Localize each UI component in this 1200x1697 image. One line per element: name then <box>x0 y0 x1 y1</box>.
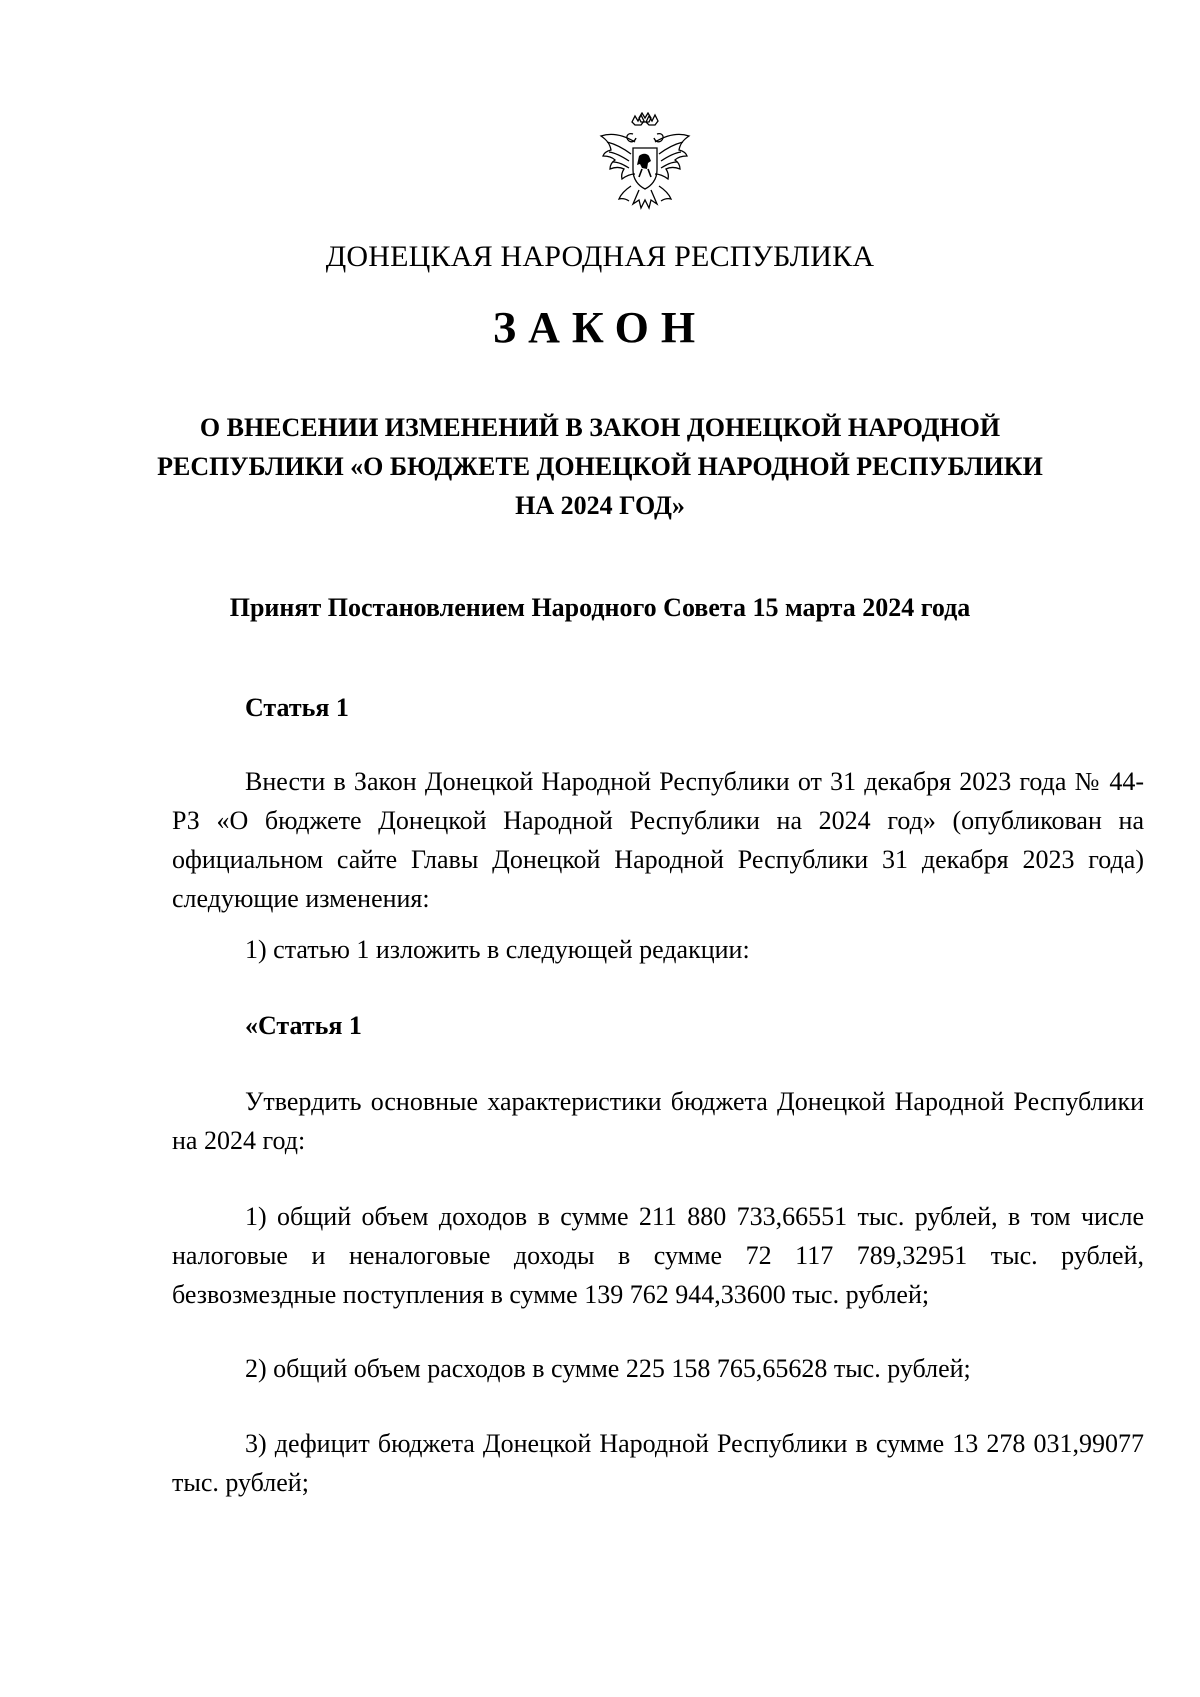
law-title: О ВНЕСЕНИИ ИЗМЕНЕНИЙ В ЗАКОН ДОНЕЦКОЙ НАРОДНОЙ РЕСПУБЛИКИ «О БЮДЖЕТЕ ДОНЕЦКОЙ НАРОДНОЙ РЕСПУБЛИКИ НА 2024 ГОД» <box>157 413 1043 520</box>
amendment-item: 1) статью 1 изложить в следующей редакции: <box>245 935 750 964</box>
new-article-heading: «Статья 1 <box>245 1011 362 1040</box>
article-heading: Статья 1 <box>245 693 349 722</box>
expenses-item: 2) общий объем расходов в сумме 225 158 765,65628 тыс. рублей; <box>245 1354 971 1383</box>
adoption-note: Принят Постановлением Народного Совета 15 марта 2024 года <box>229 593 971 622</box>
revenue-item: 1) общий объем доходов в сумме 211 880 733,66551 тыс. рублей, в том числе налоговые и неналоговые доходы в сумме 72 117 789,32951 тыс. рублей, безвозмездные поступления в сумме 139 762 944,33600 тыс. рублей; <box>172 1202 1144 1309</box>
deficit-item: 3) дефицит бюджета Донецкой Народной Республики в сумме 13 278 031,99077 тыс. рублей; <box>172 1429 1144 1497</box>
coat-of-arms-icon <box>594 112 696 220</box>
document-type: ЗАКОН <box>492 303 708 352</box>
republic-name: ДОНЕЦКАЯ НАРОДНАЯ РЕСПУБЛИКА <box>325 240 875 273</box>
approve-paragraph: Утвердить основные характеристики бюджета Донецкой Народной Республики на 2024 год: <box>172 1087 1144 1155</box>
intro-paragraph: Внести в Закон Донецкой Народной Республики от 31 декабря 2023 года № 44-РЗ «О бюджете Донецкой Народной Республики на 2024 год» (опубликован на официальном сайте Главы Донецкой Народной Республики 31 декабря 2023 года) следующие изменения: <box>172 767 1144 913</box>
